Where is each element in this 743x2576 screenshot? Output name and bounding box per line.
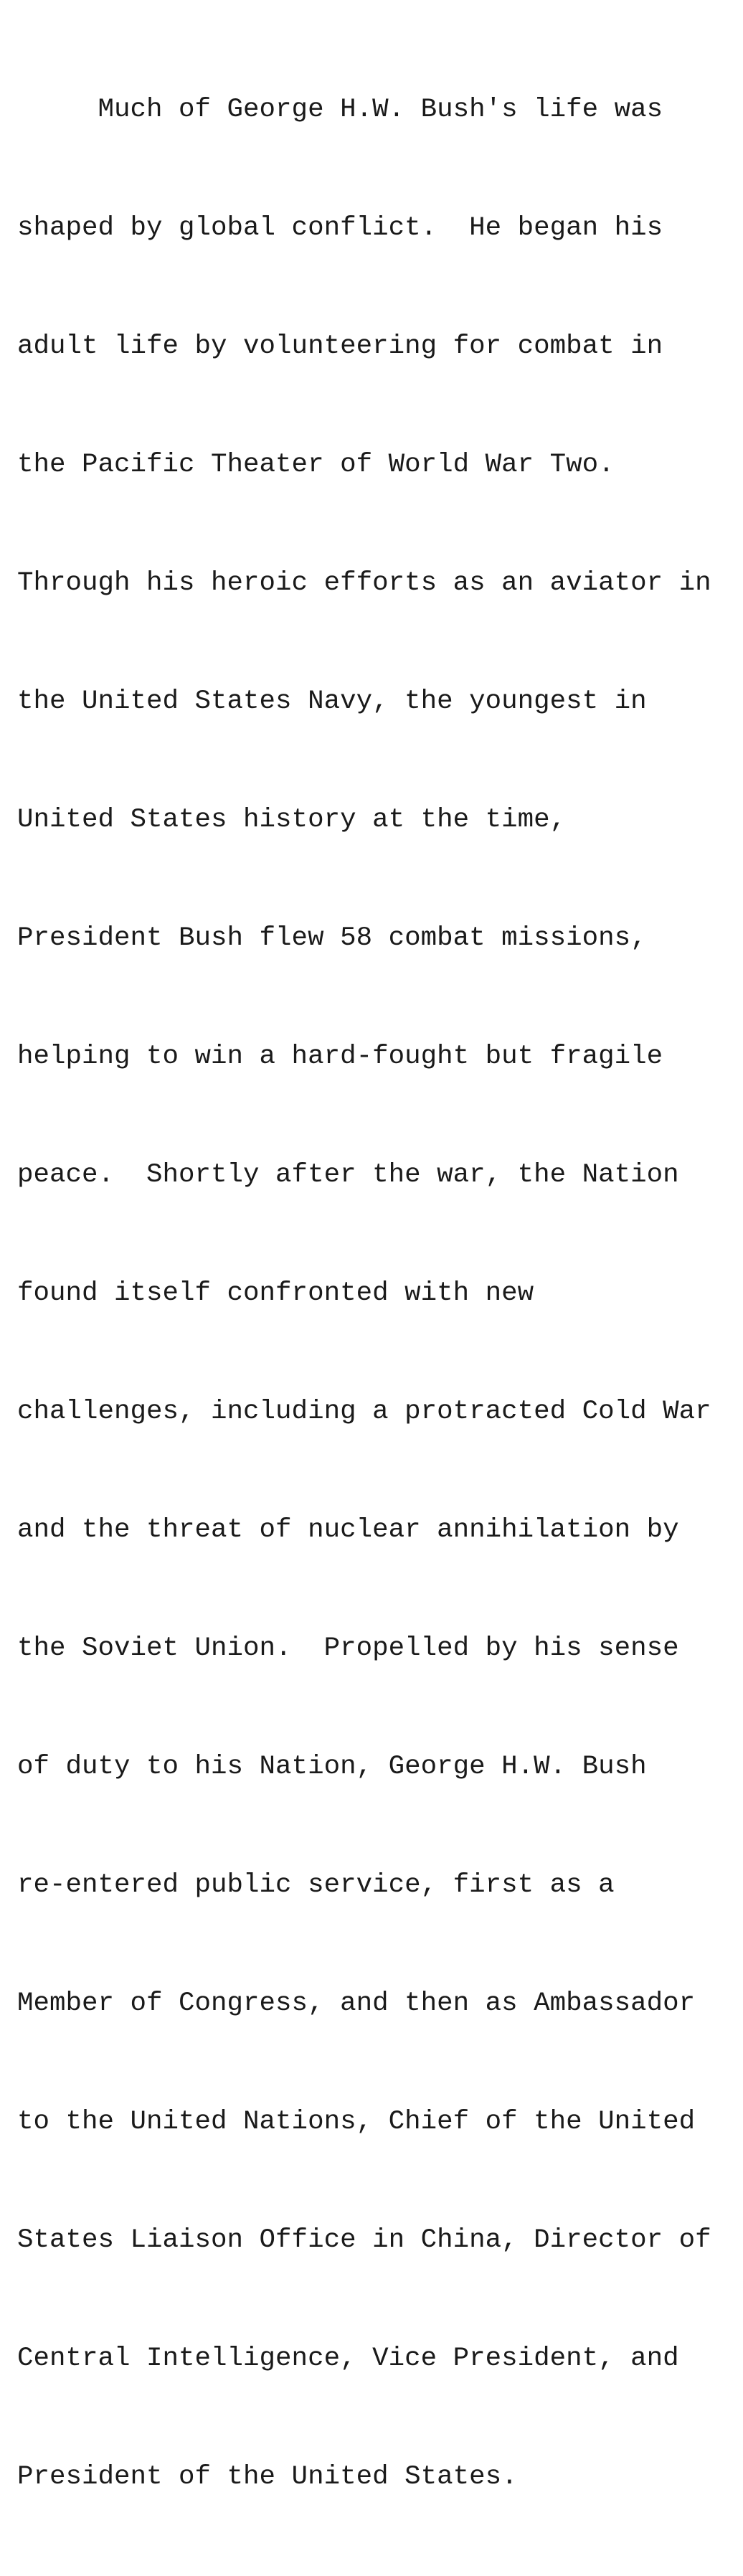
paragraph-line-19: States Liaison Office in China, Director of: [17, 2225, 711, 2255]
paragraph-line-2: shaped by global conflict. He began his: [17, 213, 663, 243]
paragraph-line-7: United States history at the time,: [17, 805, 567, 835]
paragraph-line-11: found itself confronted with new: [17, 1278, 534, 1308]
paragraph-line-5: Through his heroic efforts as an aviator in: [17, 568, 711, 598]
body-paragraph: [17, 11, 734, 2576]
paragraph-line-14: the Soviet Union. Propelled by his sense: [17, 1633, 679, 1664]
paragraph-line-21: President of the United States.: [17, 2462, 518, 2492]
paragraph-line-9: helping to win a hard-fought but fragile: [17, 1042, 663, 1072]
paragraph-line-6: the United States Navy, the youngest in: [17, 687, 647, 717]
paragraph-line-16: re-entered public service, first as a: [17, 1870, 615, 1900]
paragraph-line-10: peace. Shortly after the war, the Nation: [17, 1160, 679, 1190]
paragraph-line-4: the Pacific Theater of World War Two.: [17, 450, 615, 480]
paragraph-line-1: Much of George H.W. Bush's life was: [17, 95, 663, 125]
paragraph-line-13: and the threat of nuclear annihilation by: [17, 1515, 679, 1545]
paragraph-line-20: Central Intelligence, Vice President, and: [17, 2344, 679, 2374]
paragraph-line-8: President Bush flew 58 combat missions,: [17, 923, 647, 953]
paragraph-line-17: Member of Congress, and then as Ambassador: [17, 1988, 696, 2019]
paragraph-line-15: of duty to his Nation, George H.W. Bush: [17, 1752, 647, 1782]
paragraph-line-18: to the United Nations, Chief of the United: [17, 2107, 696, 2137]
paragraph-line-3: adult life by volunteering for combat in: [17, 331, 663, 362]
paragraph-line-12: challenges, including a protracted Cold War: [17, 1397, 711, 1427]
